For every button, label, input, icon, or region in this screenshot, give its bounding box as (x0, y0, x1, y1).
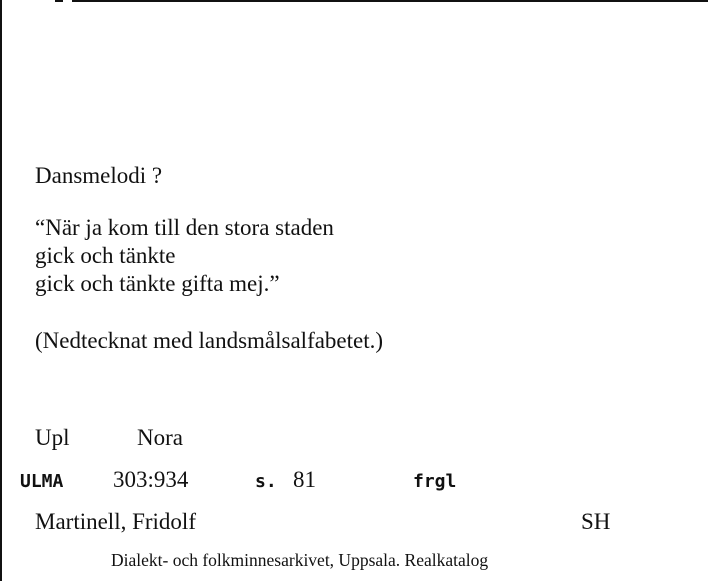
page-number: 81 (293, 467, 316, 492)
archive-footer: Dialekt- och folkminnesarkivet, Uppsala. Realkatalog (111, 550, 489, 570)
verse-line-1: “När ja kom till den stora staden (35, 215, 334, 240)
card-border-tick (55, 0, 63, 2)
archive-number: 303:934 (113, 467, 189, 492)
archive-code: ULMA (20, 471, 64, 492)
verse-line-2: gick och tänkte (35, 243, 176, 268)
card-border-left (0, 0, 2, 581)
category: frgl (413, 471, 457, 492)
verse-line-3: gick och tänkte gifta mej.” (35, 271, 280, 296)
collector-name: Martinell, Fridolf (35, 509, 196, 534)
province: Upl (35, 425, 70, 450)
page-label: s. (255, 471, 277, 492)
initials: SH (581, 509, 611, 534)
card-border-top (72, 0, 708, 2)
card-title: Dansmelodi ? (35, 163, 163, 188)
parish: Nora (137, 425, 183, 450)
transcription-note: (Nedtecknat med landsmålsalfabetet.) (35, 328, 384, 353)
